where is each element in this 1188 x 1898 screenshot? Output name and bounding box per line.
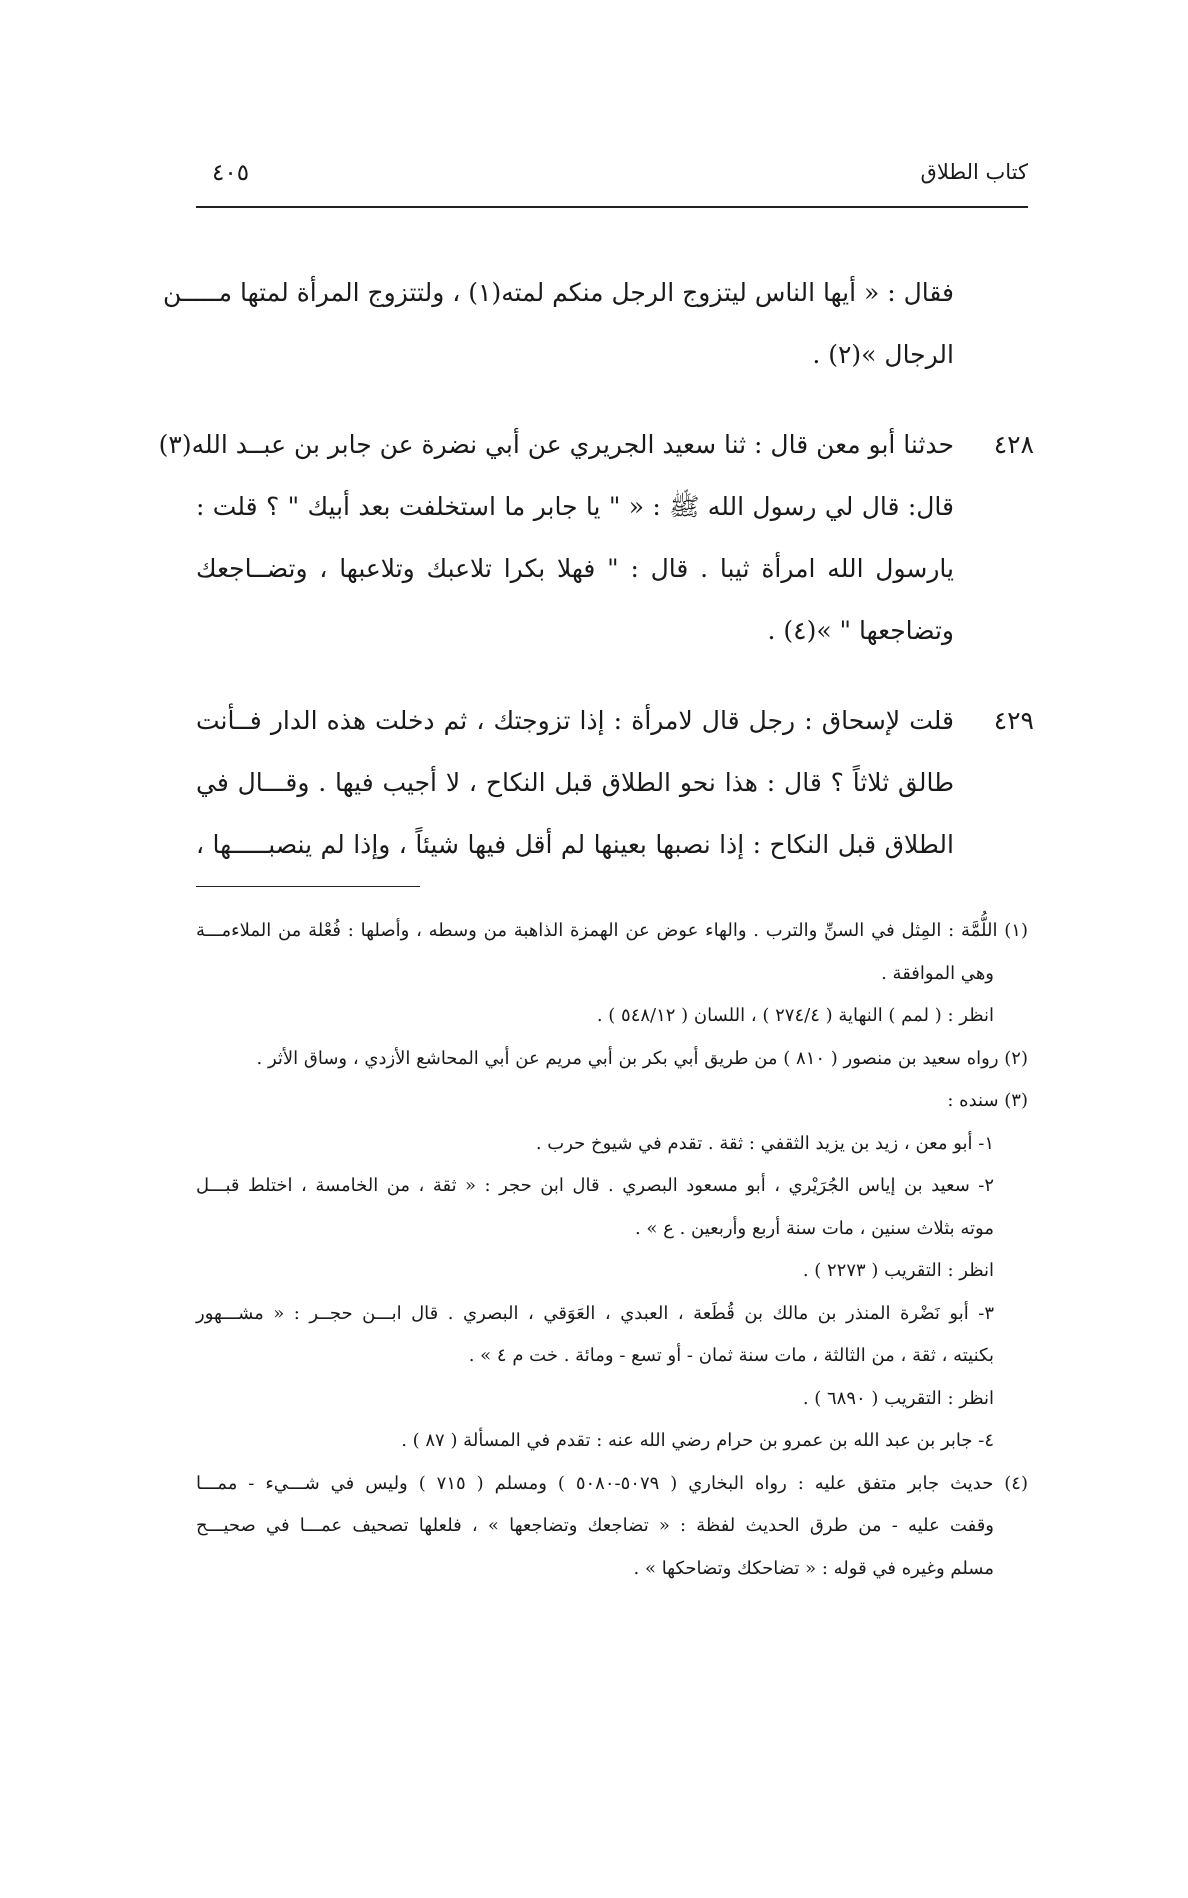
footnote-line: (٢) رواه سعيد بن منصور ( ٨١٠ ) من طريق أبي بكر بن أبي مريم عن أبي المحاشع الأزدي ، وساق الأثر . — [256, 1047, 1028, 1069]
footnote-line: موته بثلاث سنين ، مات سنة أربع وأربعين . ع » . — [634, 1217, 994, 1239]
footnotes — [196, 910, 1028, 1590]
paragraph-number: ٤٢٩ — [993, 706, 1034, 735]
text-line: يارسول الله امرأة ثيبا . قال : " فهلا بكرا تلاعبك وتلاعبها ، وتضــاجعك — [196, 554, 954, 583]
footnote-line: (٤) حديث جابر متفق عليه : رواه البخاري ( ٥٠٧٩-٥٠٨٠ ) ومسلم ( ٧١٥ ) وليس في شـــيء - ممـــا — [196, 1472, 1028, 1494]
footnote-line: انظر : التقريب ( ٦٨٩٠ ) . — [802, 1387, 994, 1409]
footnote-line: وقفت عليه - من طرق الحديث لفظة : « تضاجعك وتضاجعها » ، فلعلها تصحيف عمـــا في صحيـــح — [196, 1515, 994, 1536]
footnote-line: ٢- سعيد بن إياس الجُرَيْري ، أبو مسعود البصري . قال ابن حجر : « ثقة ، من الخامسة ، اختلط قبـــل — [196, 1175, 994, 1196]
text-line: وتضاجعها " »(٤) . — [767, 616, 954, 645]
footnote-line: انظر : التقريب ( ٢٢٧٣ ) . — [802, 1260, 994, 1281]
paragraph-number: ٤٢٨ — [993, 430, 1034, 459]
text-line: قلت لإسحاق : رجل قال لامرأة : إذا تزوجتك ، ثم دخلت هذه الدار فــأنت — [196, 706, 954, 735]
intro-paragraph — [163, 262, 1028, 386]
footnote-line: (٣) سنده : — [947, 1090, 1028, 1111]
text-line: فقال : « أيها الناس ليتزوج الرجل منكم لمته(١) ، ولتتزوج المرأة لمتها مـــــن — [163, 278, 954, 307]
page-number: ٤٠٥ — [212, 160, 250, 186]
footnote-separator — [196, 886, 420, 887]
footnote-line: ٣- أبو نَضْرة المنذر بن مالك بن قُطَعة ، العبدي ، العَوَقي ، البصري . قال ابـــن حجــر : « مشـــهور — [196, 1302, 994, 1324]
paragraph-428 — [158, 414, 1034, 662]
footnote-line: مسلم وغيره في قوله : « تضاحكك وتضاحكها » . — [633, 1557, 994, 1579]
text-line: طالق ثلاثاً ؟ قال : هذا نحو الطلاق قبل النكاح ، لا أجيب فيها . وقـــال في — [196, 768, 954, 797]
text-line: الرجال »(٢) . — [812, 340, 954, 369]
footnote-line: بكنيته ، ثقة ، من الثالثة ، مات سنة ثمان - أو تسع - ومائة . خت م ٤ » . — [468, 1345, 994, 1366]
footnote-line: ٤- جابر بن عبد الله بن عمرو بن حرام رضي الله عنه : تقدم في المسألة ( ٨٧ ) . — [401, 1430, 994, 1451]
text-line: قال: قال لي رسول الله ﷺ : « " يا جابر ما استخلفت بعد أبيك " ؟ قلت : — [196, 492, 954, 521]
footnote-line: وهي الموافقة . — [881, 962, 994, 984]
text-line: حدثنا أبو معن قال : ثنا سعيد الجريري عن أبي نضرة عن جابر بن عبــد الله(٣) — [158, 430, 954, 459]
footnote-line: (١) اللُّمَّة : المِثل في السنِّ والترب . والهاء عوض عن الهمزة الذاهبة من وسطه ، وأصلها : فُعْلة من الملاءمـــة — [196, 920, 1028, 941]
paragraph-429 — [196, 690, 1034, 876]
footnote-line: ١- أبو معن ، زيد بن يزيد الثقفي : ثقة . تقدم في شيوخ حرب . — [535, 1132, 994, 1154]
text-line: الطلاق قبل النكاح : إذا نصبها بعينها لم أقل فيها شيئاً ، وإذا لم ينصبـــــها ، — [196, 830, 954, 859]
main-text — [158, 262, 1034, 904]
footnote-line: انظر : ( لمم ) النهاية ( ٢٧٤/٤ ) ، اللسان ( ٥٤٨/١٢ ) . — [596, 1005, 994, 1026]
running-title: كتاب الطلاق — [920, 160, 1028, 184]
page-header — [196, 160, 1028, 208]
